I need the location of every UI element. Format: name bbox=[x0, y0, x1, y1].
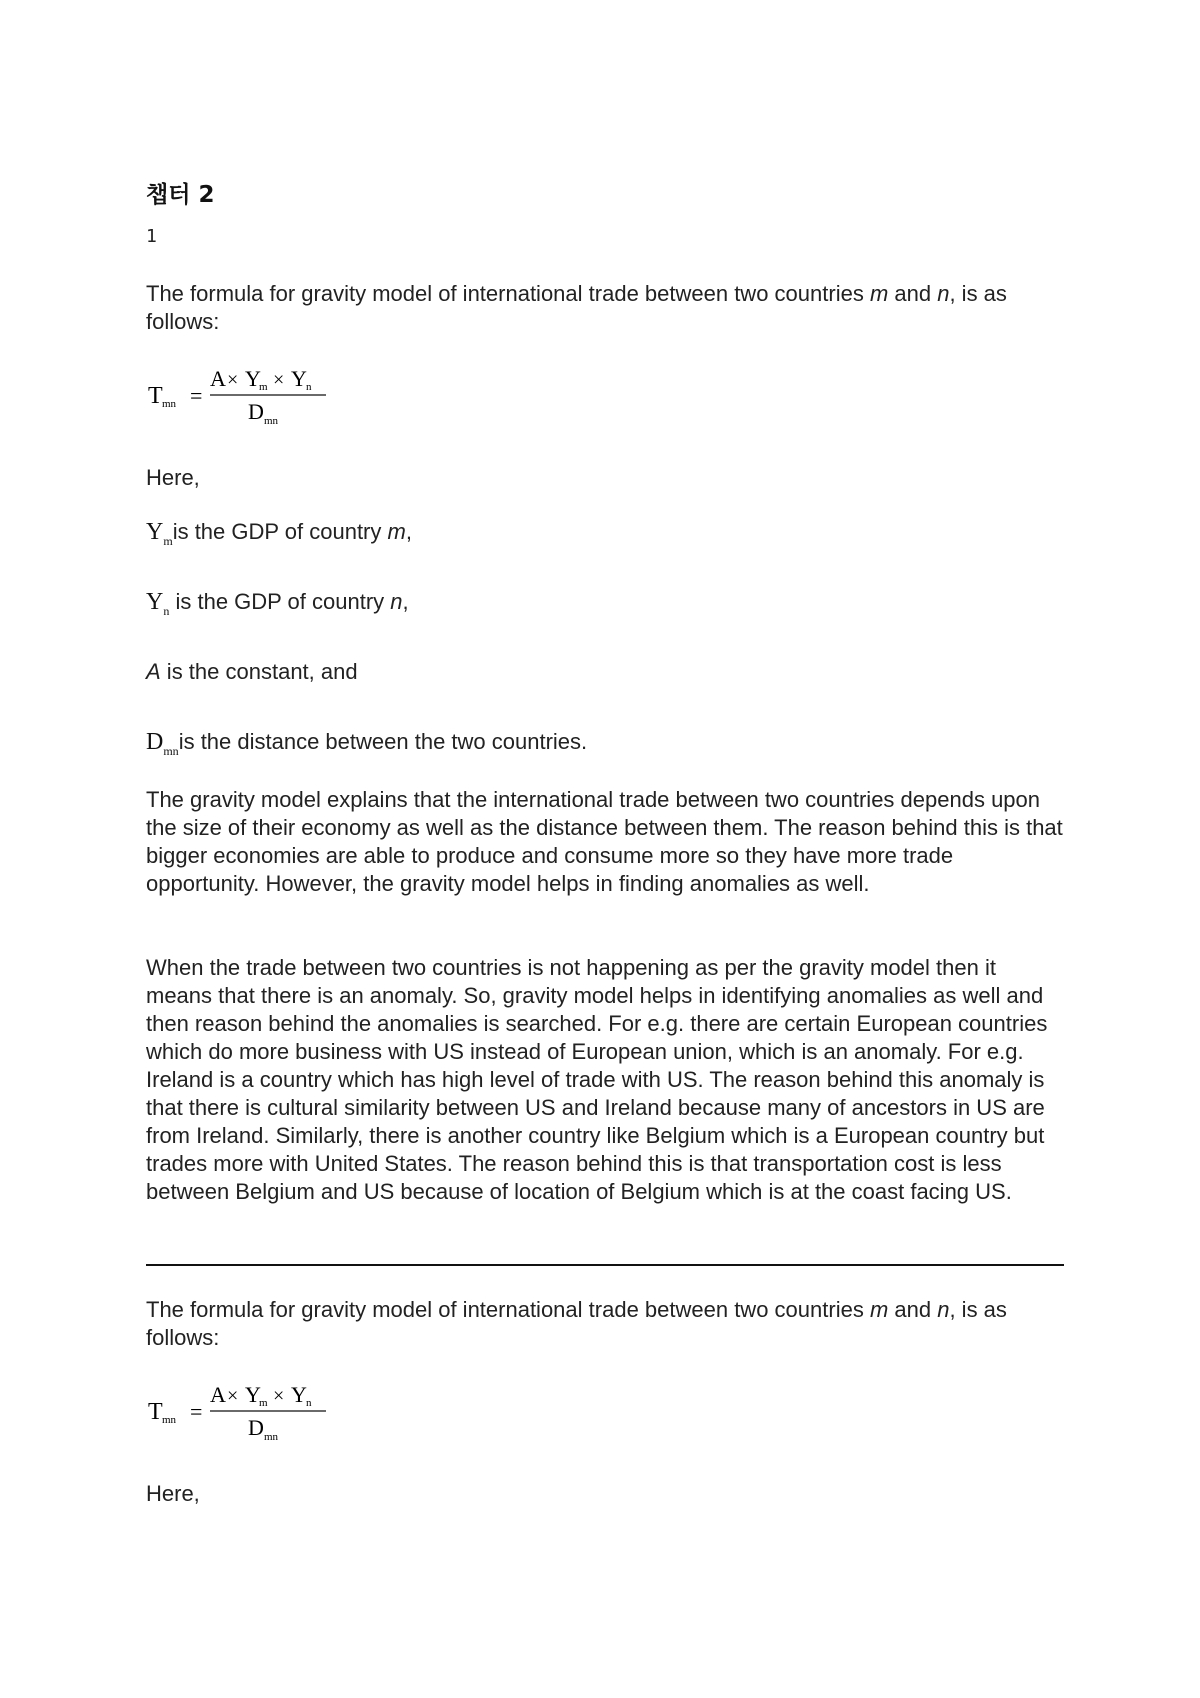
svg-text:mn: mn bbox=[264, 1431, 279, 1443]
intro-and: and bbox=[888, 281, 938, 306]
var-n: n bbox=[937, 281, 950, 306]
svg-text:=: = bbox=[190, 1399, 203, 1424]
answer-divider bbox=[146, 1264, 1064, 1266]
symbol-dmn: $D_{mn}$ bbox=[146, 729, 179, 758]
formula-den-sub: mn bbox=[264, 415, 279, 427]
symbol-yn: $Y_n$ bbox=[146, 589, 170, 618]
explanation-paragraph-2: When the trade between two countries is not happening as per the gravity model then it means that there is an anomaly. So, gravity model helps in identifying anomalies as well and then reason behind the anomalies is searched. For e.g. there are certain European countries which do more business with US instead of European union, which is an anomaly. For e.g. Ireland is a country which has high level of trade with US. The reason behind this anomaly is that there is cultural similarity between US and Ireland because many of ancestors in US are from Ireland. Similarly, there is another country like Belgium which is a European country but trades more with United States. The reason behind this is that transportation cost is less between Belgium and US because of location of Belgium which is at the coast facing US. bbox=[146, 955, 1048, 1204]
formula-den: D bbox=[248, 399, 264, 424]
svg-text:mn: mn bbox=[162, 1414, 177, 1426]
var-m: m bbox=[869, 281, 889, 306]
intro-paragraph bbox=[146, 280, 1064, 336]
formula-y1: Y bbox=[245, 366, 261, 391]
question-number: 1 bbox=[146, 226, 157, 247]
definition-a bbox=[146, 658, 358, 686]
svg-text:T: T bbox=[148, 1399, 163, 1425]
formula-y2-sub: n bbox=[306, 381, 312, 393]
svg-text:D: D bbox=[248, 1415, 264, 1440]
symbol-a: A bbox=[146, 659, 161, 684]
gravity-formula-svg bbox=[146, 362, 336, 434]
formula-times-1: × bbox=[227, 369, 239, 391]
formula-y1-sub: m bbox=[259, 381, 268, 393]
symbol-ym: $Y_m$ bbox=[146, 519, 173, 548]
definition-yn-text: is the GDP of country bbox=[175, 589, 391, 614]
definition-yn: $Y_n$ is the GDP of country n, bbox=[146, 589, 409, 618]
definition-dmn-text: is the distance between the two countries. bbox=[178, 729, 588, 754]
formula-lhs-sub: mn bbox=[162, 398, 177, 410]
definition-dmn bbox=[146, 728, 587, 765]
formula-times-2: × bbox=[273, 369, 285, 391]
intro-paragraph-repeat: The formula for gravity model of international trade between two countries m and n, is as follows: bbox=[146, 1297, 1007, 1350]
here-label: Here, bbox=[146, 465, 200, 490]
here-label-repeat: Here, bbox=[146, 1481, 200, 1506]
svg-text:Y: Y bbox=[245, 1382, 261, 1407]
svg-text:n: n bbox=[306, 1397, 312, 1409]
formula-lhs: T bbox=[148, 383, 163, 409]
svg-text:A: A bbox=[210, 1382, 226, 1407]
svg-text:×: × bbox=[273, 1385, 285, 1407]
gravity-formula bbox=[146, 362, 336, 439]
definition-a-text: is the constant, and bbox=[160, 659, 358, 684]
formula-equals: = bbox=[190, 383, 203, 408]
svg-text:×: × bbox=[227, 1385, 239, 1407]
gravity-formula-repeat bbox=[146, 1378, 336, 1455]
intro-text-part2: , is as follows: bbox=[146, 281, 1007, 334]
svg-text:m: m bbox=[259, 1397, 268, 1409]
gravity-formula-repeat-svg bbox=[146, 1378, 336, 1450]
explanation-paragraph-1: The gravity model explains that the international trade between two countries depends upon the size of their economy as well as the distance between them. The reason behind this is that bigger economies are able to produce and consume more so they have more trade opportunity. However, the gravity model helps in finding anomalies as well. bbox=[146, 787, 1063, 896]
formula-y2: Y bbox=[291, 366, 307, 391]
chapter-title: 챕터 2 bbox=[146, 182, 215, 208]
definition-ym-text: is the GDP of country bbox=[172, 519, 388, 544]
definition-ym: $Y_mis$ the GDP of country m, bbox=[146, 519, 412, 548]
formula-num-a: A bbox=[210, 366, 226, 391]
svg-text:Y: Y bbox=[291, 1382, 307, 1407]
intro-text-part1: The formula for gravity model of international trade between two countries bbox=[146, 281, 870, 306]
